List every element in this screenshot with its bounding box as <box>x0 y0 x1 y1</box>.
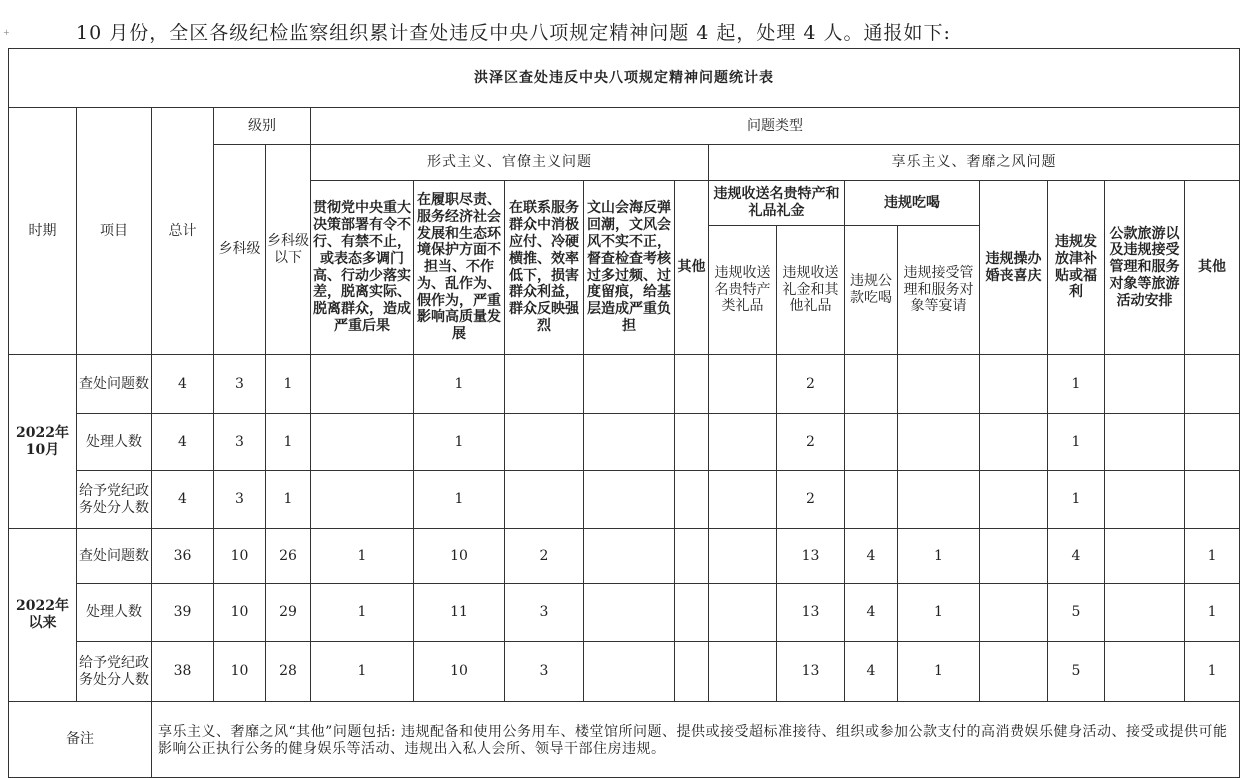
header-formalism-decision: 贯彻党中央重大决策部署有令不行、有禁不止，或表态多调门高、行动少落实差，脱离实际、脱离群众，造成严重后果 <box>311 181 414 355</box>
cell-value <box>505 355 584 414</box>
header-formalism-duty: 在履职尽责、服务经济社会发展和生态环境保护方面不担当、不作为、乱作为、假作为，严重影响高质量发展 <box>414 181 505 355</box>
cell-value <box>980 584 1048 642</box>
cell-value: 1 <box>1048 414 1105 471</box>
header-formalism-meetings: 文山会海反弹回潮，文风会风不实不正，督查检查考核过多过频、过度留痕，给基层造成严重负担 <box>584 181 675 355</box>
cell-value <box>675 642 709 702</box>
header-hedonism: 享乐主义、奢靡之风问题 <box>709 145 1240 181</box>
cell-value <box>1105 414 1185 471</box>
header-problem-types: 问题类型 <box>311 108 1240 145</box>
cell-value: 1 <box>311 529 414 584</box>
header-public-travel: 公款旅游以及违规接受管理和服务对象等旅游活动安排 <box>1105 181 1185 355</box>
cell-value: 4 <box>1048 529 1105 584</box>
header-eat-group: 违规吃喝 <box>845 181 980 226</box>
cell-value <box>505 471 584 529</box>
cell-value <box>709 471 777 529</box>
cell-value: 1 <box>311 642 414 702</box>
header-hedonism-other: 其他 <box>1185 181 1240 355</box>
header-township-level: 乡科级 <box>214 145 266 355</box>
cell-value <box>1185 355 1240 414</box>
cell-value <box>845 471 898 529</box>
cell-value: 38 <box>152 642 214 702</box>
cell-value: 13 <box>777 529 845 584</box>
cell-value <box>898 471 980 529</box>
period-label: 2022年10月 <box>9 355 77 529</box>
cell-value <box>584 529 675 584</box>
cell-value: 1 <box>1185 642 1240 702</box>
header-period: 时期 <box>9 108 77 355</box>
cell-value <box>584 642 675 702</box>
cell-value: 10 <box>214 584 266 642</box>
cell-value: 3 <box>505 584 584 642</box>
cell-value: 2 <box>777 414 845 471</box>
row-item: 处理人数 <box>77 584 152 642</box>
cell-value <box>675 529 709 584</box>
corner-mark: + <box>3 28 10 37</box>
cell-value: 13 <box>777 642 845 702</box>
cell-value: 4 <box>845 584 898 642</box>
cell-value: 2 <box>777 355 845 414</box>
cell-value <box>709 355 777 414</box>
cell-value <box>845 414 898 471</box>
cell-value: 4 <box>152 414 214 471</box>
cell-value <box>1105 355 1185 414</box>
cell-value <box>584 414 675 471</box>
cell-value: 1 <box>311 584 414 642</box>
cell-value <box>584 584 675 642</box>
cell-value <box>980 355 1048 414</box>
header-gift-money: 违规收送礼金和其他礼品 <box>777 226 845 355</box>
cell-value <box>709 642 777 702</box>
cell-value <box>311 355 414 414</box>
cell-value: 1 <box>1185 584 1240 642</box>
cell-value <box>675 471 709 529</box>
table-row <box>9 414 1240 471</box>
cell-value: 26 <box>266 529 311 584</box>
cell-value <box>311 471 414 529</box>
cell-value: 1 <box>1185 529 1240 584</box>
cell-value: 5 <box>1048 642 1105 702</box>
row-item: 处理人数 <box>77 414 152 471</box>
cell-value <box>709 414 777 471</box>
cell-value: 1 <box>414 355 505 414</box>
cell-value: 3 <box>505 642 584 702</box>
cell-value: 3 <box>214 355 266 414</box>
header-banquets: 违规接受管理和服务对象等宴请 <box>898 226 980 355</box>
cell-value <box>1105 529 1185 584</box>
header-level: 级别 <box>214 108 311 145</box>
cell-value <box>1185 471 1240 529</box>
cell-value: 13 <box>777 584 845 642</box>
cell-value <box>311 414 414 471</box>
cell-value: 3 <box>214 414 266 471</box>
cell-value: 1 <box>414 414 505 471</box>
cell-value <box>980 471 1048 529</box>
header-item: 项目 <box>77 108 152 355</box>
cell-value <box>675 584 709 642</box>
cell-value: 29 <box>266 584 311 642</box>
header-gift-group: 违规收送名贵特产和礼品礼金 <box>709 181 845 226</box>
row-item: 给予党纪政务处分人数 <box>77 471 152 529</box>
cell-value: 4 <box>845 529 898 584</box>
cell-value: 1 <box>898 642 980 702</box>
cell-value <box>709 529 777 584</box>
cell-value: 4 <box>152 355 214 414</box>
intro-text: 10 月份，全区各级纪检监察组织累计查处违反中央八项规定精神问题 4 起，处理 4 人。通报如下: <box>76 22 951 44</box>
table-row <box>9 529 1240 584</box>
cell-value <box>505 414 584 471</box>
cell-value: 10 <box>214 529 266 584</box>
cell-value <box>845 355 898 414</box>
header-formalism: 形式主义、官僚主义问题 <box>311 145 709 181</box>
table-row <box>9 642 1240 702</box>
cell-value <box>898 355 980 414</box>
table-row <box>9 584 1240 642</box>
cell-value <box>584 355 675 414</box>
cell-value <box>1105 642 1185 702</box>
header-formalism-other: 其他 <box>675 181 709 355</box>
cell-value: 10 <box>414 642 505 702</box>
cell-value: 1 <box>266 471 311 529</box>
header-allowances: 违规发放津补贴或福利 <box>1048 181 1105 355</box>
row-item: 查处问题数 <box>77 529 152 584</box>
cell-value: 1 <box>414 471 505 529</box>
header-public-dining: 违规公款吃喝 <box>845 226 898 355</box>
header-total: 总计 <box>152 108 214 355</box>
period-label: 2022年以来 <box>9 529 77 702</box>
table-title: 洪泽区查处违反中央八项规定精神问题统计表 <box>9 49 1240 108</box>
header-gift-specialty: 违规收送名贵特产类礼品 <box>709 226 777 355</box>
cell-value: 2 <box>777 471 845 529</box>
cell-value: 28 <box>266 642 311 702</box>
cell-value: 10 <box>414 529 505 584</box>
cell-value <box>1105 471 1185 529</box>
cell-value: 4 <box>152 471 214 529</box>
cell-value <box>709 584 777 642</box>
cell-value: 3 <box>214 471 266 529</box>
cell-value <box>584 471 675 529</box>
header-weddings-funerals: 违规操办婚丧喜庆 <box>980 181 1048 355</box>
row-item: 给予党纪政务处分人数 <box>77 642 152 702</box>
cell-value: 4 <box>845 642 898 702</box>
note-label: 备注 <box>9 702 152 778</box>
cell-value: 1 <box>266 414 311 471</box>
cell-value: 1 <box>266 355 311 414</box>
cell-value <box>675 414 709 471</box>
cell-value: 2 <box>505 529 584 584</box>
row-item: 查处问题数 <box>77 355 152 414</box>
note-text: 享乐主义、奢靡之风“其他”问题包括: 违规配备和使用公务用车、楼堂馆所问题、提供或接受超标准接待、组织或参加公款支付的高消费娱乐健身活动、接受或提供可能影响公正执行公务的健身娱乐等活动、违规出入私人会所、领导干部住房违规。 <box>152 702 1240 778</box>
cell-value <box>980 414 1048 471</box>
cell-value: 1 <box>1048 471 1105 529</box>
cell-value <box>1105 584 1185 642</box>
table-row <box>9 355 1240 414</box>
cell-value: 39 <box>152 584 214 642</box>
cell-value: 1 <box>1048 355 1105 414</box>
cell-value: 5 <box>1048 584 1105 642</box>
cell-value: 10 <box>214 642 266 702</box>
table-row <box>9 471 1240 529</box>
statistics-table <box>8 48 1240 778</box>
header-formalism-service: 在联系服务群众中消极应付、冷硬横推、效率低下，损害群众利益，群众反映强烈 <box>505 181 584 355</box>
cell-value <box>898 414 980 471</box>
cell-value <box>675 355 709 414</box>
cell-value: 11 <box>414 584 505 642</box>
cell-value <box>980 529 1048 584</box>
cell-value: 36 <box>152 529 214 584</box>
cell-value <box>980 642 1048 702</box>
cell-value: 1 <box>898 584 980 642</box>
header-below-township: 乡科级以下 <box>266 145 311 355</box>
cell-value: 1 <box>898 529 980 584</box>
cell-value <box>1185 414 1240 471</box>
